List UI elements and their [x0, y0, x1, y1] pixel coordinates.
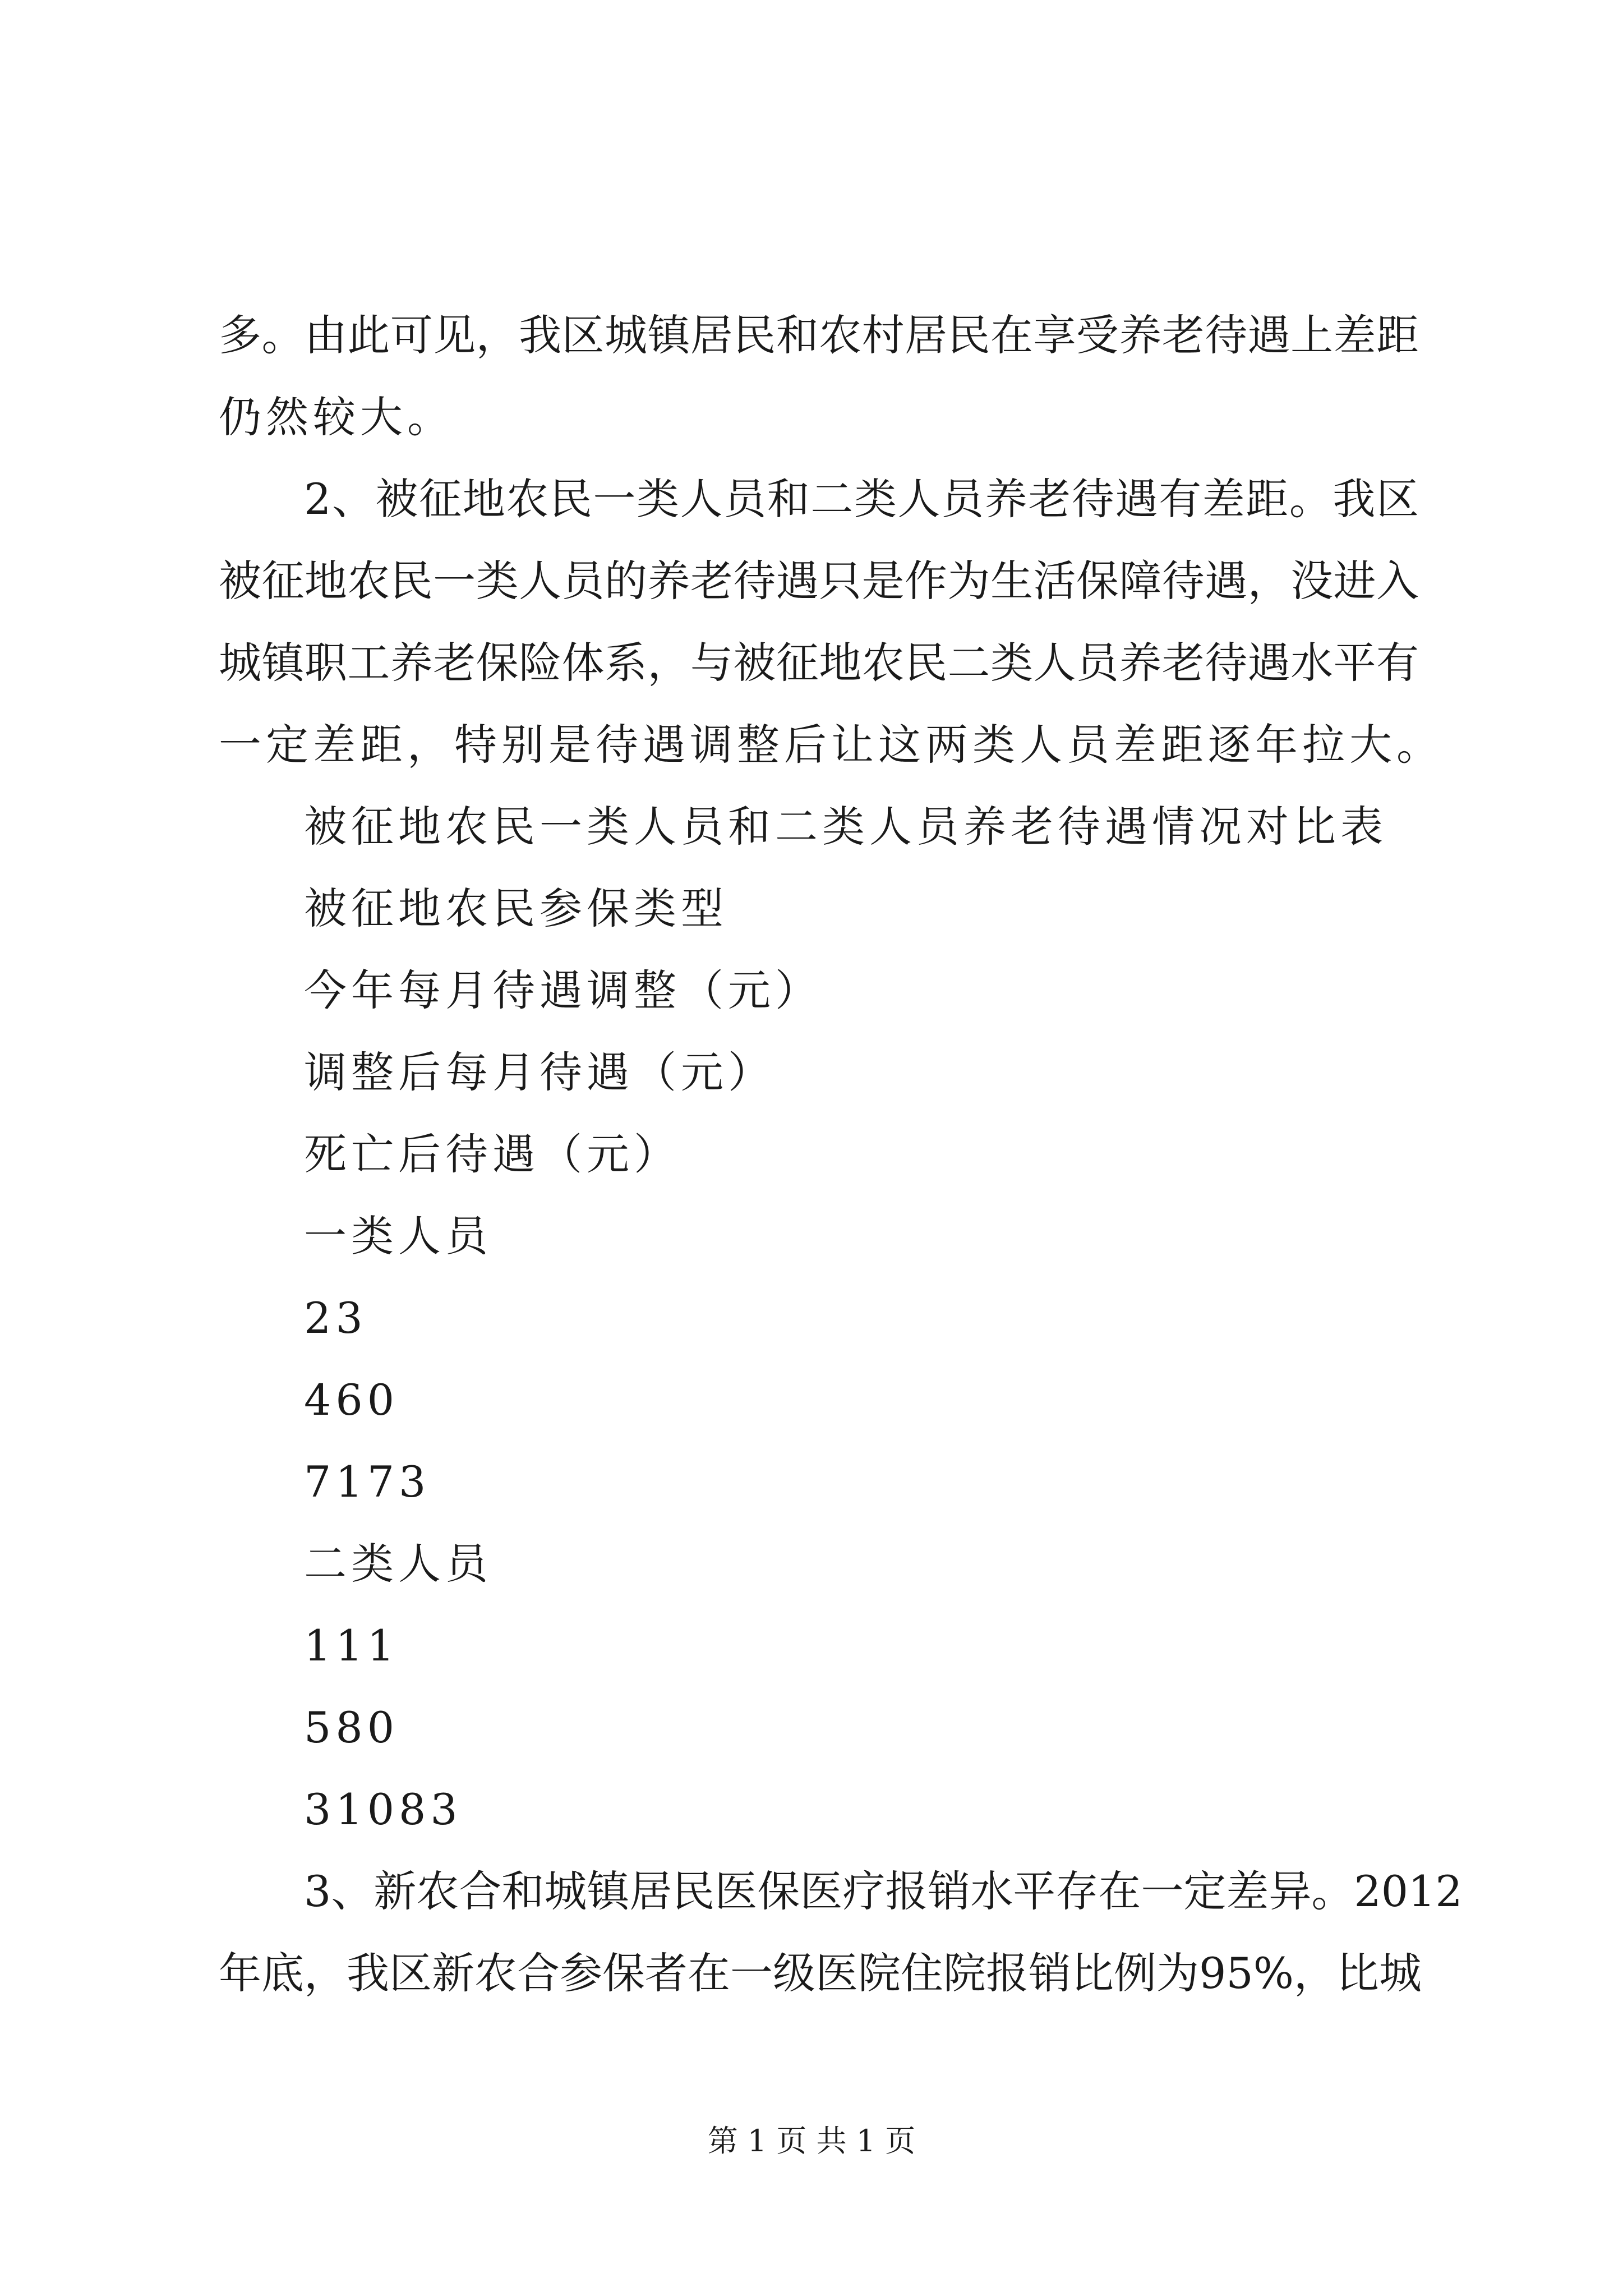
table-cell: 23 [304, 1293, 367, 1343]
table-cell: 7173 [304, 1457, 431, 1507]
table-header: 今年每月待遇调整（元） [304, 965, 822, 1015]
paragraph-2-line-4: 一定差距，特别是待遇调整后让这两类人员差距逐年拉大。 [219, 720, 1444, 770]
paragraph-2-line-2: 被征地农民一类人员的养老待遇只是作为生活保障待遇，没进入 [219, 556, 1419, 606]
paragraph-3-line-2: 年底，我区新农合参保者在一级医院住院报销比例为95%，比城 [219, 1948, 1422, 1998]
table-cell: 111 [304, 1621, 399, 1671]
table-cell: 二类人员 [304, 1539, 492, 1589]
paragraph-2-line-1: 2、被征地农民一类人员和二类人员养老待遇有差距。我区 [304, 474, 1419, 524]
paragraph-3-line-1: 3、新农合和城镇居民医保医疗报销水平存在一定差异。2012 [304, 1866, 1463, 1916]
table-title: 被征地农民一类人员和二类人员养老待遇情况对比表 [304, 802, 1387, 852]
paragraph-1-line-2: 仍然较大。 [219, 392, 454, 442]
page-number-footer: 第 1 页 共 1 页 [707, 2123, 916, 2159]
paragraph-1-line-1: 多。由此可见，我区城镇居民和农村居民在享受养老待遇上差距 [219, 310, 1419, 360]
table-header: 被征地农民参保类型 [304, 884, 728, 933]
table-cell: 一类人员 [304, 1211, 492, 1261]
table-header: 调整后每月待遇（元） [304, 1047, 775, 1097]
table-header: 死亡后待遇（元） [304, 1129, 681, 1179]
paragraph-2-line-3: 城镇职工养老保险体系，与被征地农民二类人员养老待遇水平有 [219, 638, 1419, 688]
table-cell: 580 [304, 1703, 399, 1752]
table-cell: 31083 [304, 1784, 462, 1834]
table-cell: 460 [304, 1375, 399, 1425]
